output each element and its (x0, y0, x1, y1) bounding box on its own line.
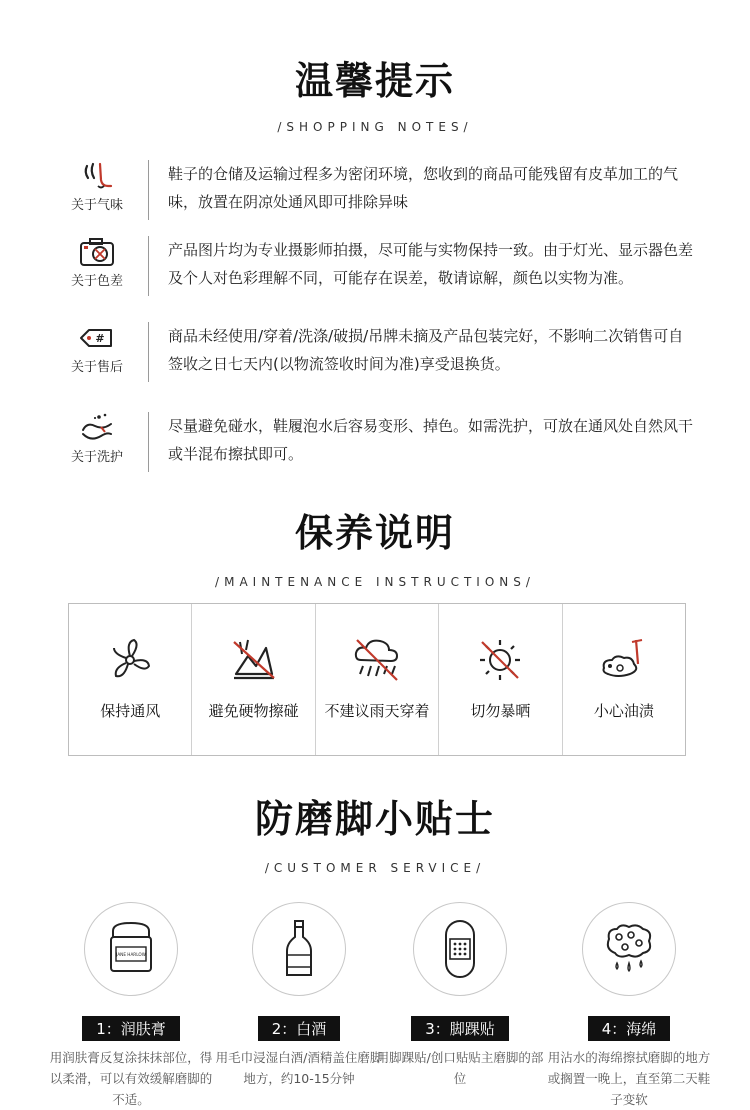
bandage-icon (434, 919, 486, 979)
divider (148, 236, 149, 296)
bottle-icon (273, 919, 325, 979)
tips-subtitle: /CUSTOMER SERVICE/ (264, 861, 486, 875)
tip-sponge (544, 902, 714, 1110)
note-color (60, 236, 700, 296)
note-label: 关于洗护 (70, 450, 123, 465)
tip-desc: 用沾水的海绵擦拭磨脚的地方或搁置一晚上，直至第二天鞋子变软 (547, 1050, 711, 1107)
divider (148, 322, 149, 382)
jar-label: JANE HARLOW (116, 952, 146, 957)
washing-icon (77, 412, 117, 444)
note-label: 关于售后 (70, 360, 123, 375)
svg-text:#: # (95, 332, 105, 345)
cream-jar-icon (105, 919, 157, 979)
shopping-notes-subtitle: /SHOPPING NOTES/ (277, 120, 473, 134)
maintenance-subtitle: /MAINTENANCE INSTRUCTIONS/ (215, 575, 535, 589)
note-text: 尽量避免碰水，鞋履泡水后容易变形、掉色。如需洗护，可放在通风处自然风干或半混布擦拭即可。 (168, 417, 694, 463)
maintenance-grid (68, 603, 686, 756)
divider (148, 412, 149, 472)
tip-cream (46, 902, 216, 1110)
note-smell (60, 160, 700, 220)
tip-desc: 用润肤膏反复涂抹抹部位，得以柔滑，可以有效缓解磨脚的不适。 (49, 1050, 213, 1107)
maintenance-label: 切勿暴晒 (470, 702, 531, 720)
tip-badge: 2：白酒 (258, 1016, 341, 1041)
tip-badge: 1：润肤膏 (82, 1016, 180, 1041)
maintenance-label: 小心油渍 (593, 702, 654, 720)
maintenance-item-no-sun (439, 604, 562, 755)
note-washing (60, 412, 700, 472)
maintenance-label: 保持通风 (100, 702, 161, 720)
note-label: 关于气味 (70, 198, 123, 213)
note-label: 关于色差 (70, 274, 123, 289)
note-aftersale (60, 322, 700, 382)
tip-desc: 用脚踝贴/创口贴贴主磨脚的部位 (376, 1050, 544, 1086)
maintenance-title: 保养说明 (294, 511, 455, 555)
shopping-notes-title: 温馨提示 (294, 59, 455, 103)
smell-icon (77, 160, 117, 192)
no-sun-icon (472, 634, 528, 686)
tip-circle (413, 902, 507, 996)
tip-badge: 4：海绵 (588, 1016, 671, 1041)
maintenance-item-no-rain (316, 604, 439, 755)
maintenance-item-oil-stain (563, 604, 685, 755)
tip-circle (84, 902, 178, 996)
no-rain-icon (349, 634, 405, 686)
maintenance-item-no-scrape (192, 604, 315, 755)
note-text: 鞋子的仓储及运输过程多为密闭环境，您收到的商品可能残留有皮革加工的气味，放置在阴凉处通风即可排除异味 (168, 165, 679, 211)
tip-bandage (375, 902, 545, 1089)
tip-badge: 3：脚踝贴 (411, 1016, 509, 1041)
fan-icon (102, 634, 158, 686)
note-text: 产品图片均为专业摄影师拍摄，尽可能与实物保持一致。由于灯光、显示器色差及个人对色彩理解不同，可能存在误差，敬请谅解，颜色以实物为准。 (168, 241, 694, 287)
oil-stain-icon (596, 634, 652, 686)
tip-liquor (214, 902, 384, 1089)
maintenance-label: 不建议雨天穿着 (324, 702, 430, 720)
divider (148, 160, 149, 220)
tips-title: 防磨脚小贴士 (254, 797, 495, 841)
no-scrape-icon (226, 634, 282, 686)
tip-desc: 用毛巾浸湿白酒/酒精盖住磨脚地方，约10-15分钟 (215, 1050, 383, 1086)
camera-icon (77, 236, 117, 268)
tag-icon (77, 322, 117, 354)
note-text: 商品未经使用/穿着/洗涤/破损/吊牌未摘及产品包装完好，不影响二次销售可自签收之日七天内(以物流签收时间为准)享受退换货。 (168, 327, 684, 373)
tip-circle (252, 902, 346, 996)
maintenance-label: 避免硬物擦碰 (208, 702, 299, 720)
tip-circle (582, 902, 676, 996)
maintenance-item-ventilate (69, 604, 192, 755)
sponge-icon (603, 919, 655, 979)
